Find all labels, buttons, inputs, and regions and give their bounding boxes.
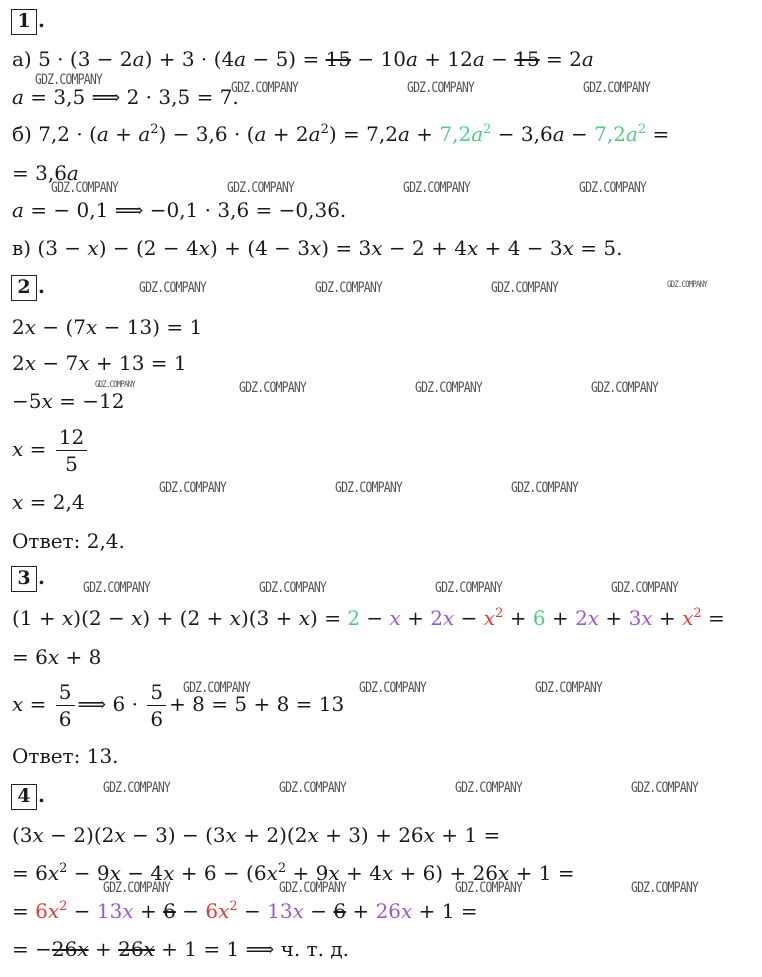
fraction: $\frac{12}{5}$ [56,424,87,477]
task2-line-3: −5x = −12 [12,389,125,413]
watermark: GDZ.COMPANY [139,280,207,296]
task2-line-1: 2x − (7x − 13) = 1 [12,315,203,339]
watermark: GDZ.COMPANY [83,580,151,596]
watermark: GDZ.COMPANY [315,280,383,296]
watermark: GDZ.COMPANY [583,80,651,96]
task4-line-4: = −26x + 26x + 1 = 1 ⟹ ч. т. д. [12,937,349,961]
task1-line-b3: a = − 0,1 ⟹ −0,1 · 3,6 = −0,36. [12,198,347,222]
watermark: GDZ.COMPANY [591,380,659,396]
task1-line-v: в) (3 − x) − (2 − 4x) + (4 − 3x) = 3x − 2 + 4x + 4 − 3x = 5. [12,236,623,260]
watermark: GDZ.COMPANY [279,880,347,896]
task3-answer: Ответ: 13. [12,744,119,768]
watermark: GDZ.COMPANY [183,680,251,696]
fraction: $\frac{5}{6}$ [56,679,75,732]
watermark: GDZ.COMPANY [35,72,103,88]
watermark: GDZ.COMPANY [491,280,559,296]
watermark: GDZ.COMPANY [103,880,171,896]
task-number-dot: . [38,783,45,807]
task-number-box: 1 [11,9,37,35]
task2-line-4: x = $\frac{12}{5}$ [12,424,90,477]
task2-answer: Ответ: 2,4. [12,529,125,553]
watermark: GDZ.COMPANY [631,880,699,896]
label-v: в) [12,236,32,260]
watermark: GDZ.COMPANY [259,580,327,596]
watermark: GDZ.COMPANY [231,80,299,96]
task3-line-2: = 6x + 8 [12,645,102,669]
watermark: GDZ.COMPANY [631,780,699,796]
watermark: GDZ.COMPANY [239,380,307,396]
watermark: GDZ.COMPANY [227,180,295,196]
task2-line-2: 2x − 7x + 13 = 1 [12,351,187,375]
watermark: GDZ.COMPANY [159,480,227,496]
task-number-box: 3 [11,566,37,592]
task4-line-3: = $6x^2 - 13x + 6 - 6x^2 - 13x - 6 + 26x + 1$ = [12,899,478,923]
conclusion: ч. т. д. [280,937,349,961]
label-a: а) [12,47,32,71]
watermark: GDZ.COMPANY [403,180,471,196]
watermark: GDZ.COMPANY [611,580,679,596]
watermark: GDZ.COMPANY [667,280,707,290]
watermark: GDZ.COMPANY [535,680,603,696]
watermark: GDZ.COMPANY [95,380,135,390]
task4-line-2: = $6x^2 - 9x - 4x + 6 - (6x^2 + 9x + 4x + 6) + 26x + 1$ = [12,861,575,885]
watermark: GDZ.COMPANY [359,680,427,696]
task1-line-a2: a = 3,5 ⟹ 2 · 3,5 = 7. [12,85,239,109]
task-number-dot: . [38,274,45,298]
watermark: GDZ.COMPANY [407,80,475,96]
watermark: GDZ.COMPANY [279,780,347,796]
watermark: GDZ.COMPANY [455,780,523,796]
task3-line-1: $(1 + x)(2 - x) + (2 + x)(3 + x) = 2 - x + 2x - x^2 + 6 + 2x + 3x + x^2$ = [12,606,725,630]
task3-line-3: x = $\frac{5}{6}$ ⟹ 6 · $\frac{5}{6}$ + 8 = 5 + 8 = 13 [12,680,345,731]
watermark: GDZ.COMPANY [51,180,119,196]
watermark: GDZ.COMPANY [435,580,503,596]
task1-line-b: б) $7,2 \cdot (a + a^2) - 3,6 \cdot (a + 2a^2) = 7,2a + 7,2a^2 - 3,6a - 7,2a^2$ = [12,122,670,146]
watermark: GDZ.COMPANY [455,880,523,896]
task-number-dot: . [38,8,45,32]
fraction: $\frac{5}{6}$ [147,679,166,732]
task2-line-5: x = 2,4 [12,490,85,514]
task-number-box: 4 [11,784,37,810]
task1-line-b2: = 3,6a [12,161,79,185]
watermark: GDZ.COMPANY [511,480,579,496]
label-b: б) [12,122,32,146]
watermark: GDZ.COMPANY [335,480,403,496]
task1-line-a: а) 5 · (3 − 2a) + 3 · (4a − 5) = 15 − 10a + 12a − 15 = 2a [12,47,594,71]
task-number-dot: . [38,565,45,589]
watermark: GDZ.COMPANY [579,180,647,196]
task-number-box: 2 [11,275,37,301]
task4-line-1: (3x − 2)(2x − 3) − (3x + 2)(2x + 3) + 26x + 1 = [12,823,501,847]
watermark: GDZ.COMPANY [103,780,171,796]
watermark: GDZ.COMPANY [415,380,483,396]
